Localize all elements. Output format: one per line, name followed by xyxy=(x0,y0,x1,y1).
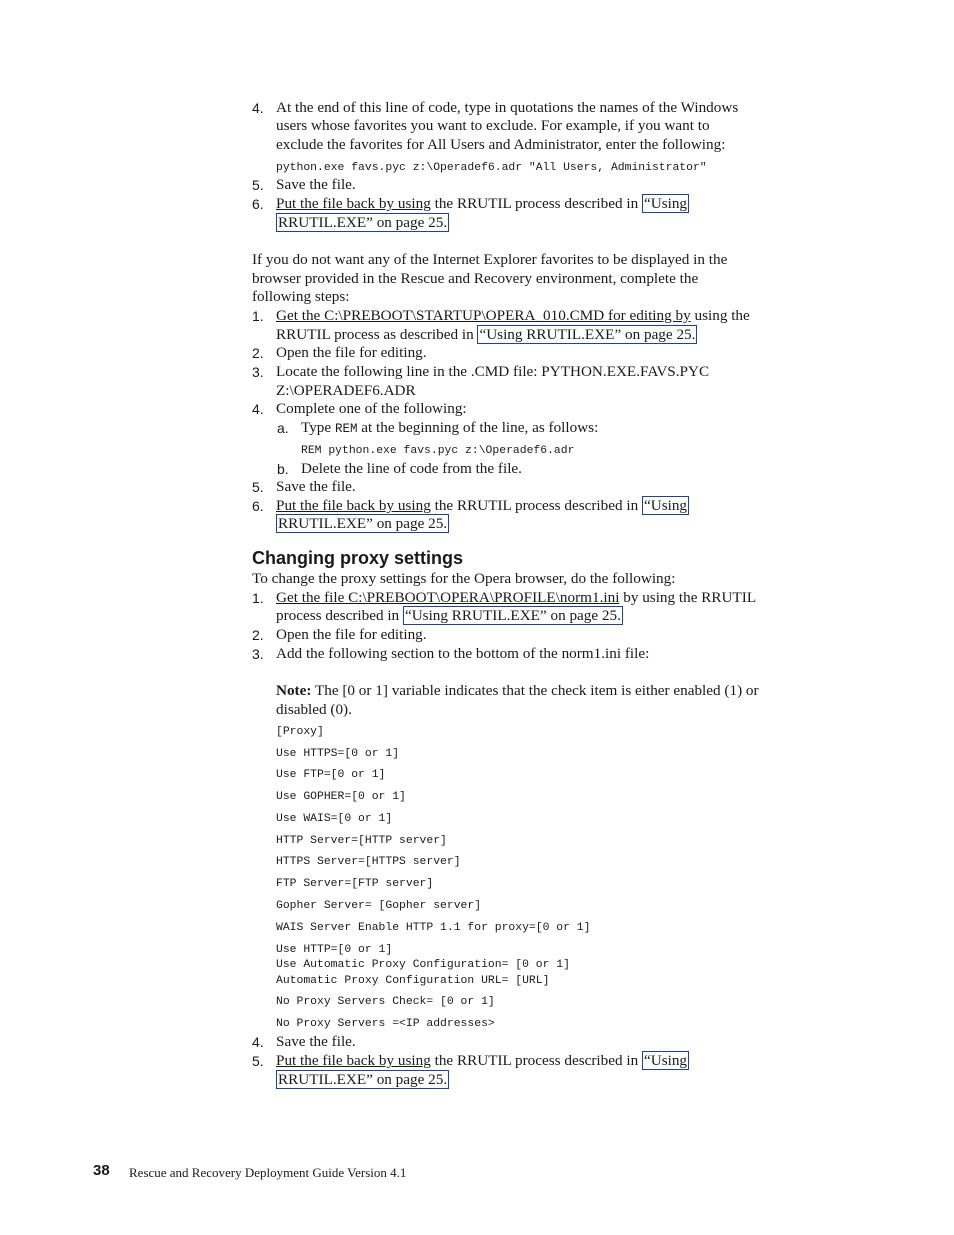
code-line: Use FTP=[0 or 1] xyxy=(276,769,386,781)
list-number: 5. xyxy=(252,1053,264,1069)
code-line: No Proxy Servers =<IP addresses> xyxy=(276,1018,495,1030)
step-text-rest: at the beginning of the line, as follows: xyxy=(357,419,599,436)
code-line: Automatic Proxy Configuration URL= [URL] xyxy=(276,975,550,987)
step-text xyxy=(276,326,697,344)
code-line: Use GOPHER=[0 or 1] xyxy=(276,791,406,803)
footer-title: Rescue and Recovery Deployment Guide Version 4.1 xyxy=(129,1165,407,1180)
step-text: Save the file. xyxy=(276,1033,356,1050)
step-text xyxy=(276,1071,449,1089)
step-text-rest: by using the RRUTIL xyxy=(619,589,757,606)
step-text-rest: the RRUTIL process described in xyxy=(430,497,642,514)
step-text xyxy=(276,214,449,232)
code-line: Use HTTPS=[0 or 1] xyxy=(276,748,400,760)
note-label: Note: xyxy=(276,682,312,699)
code-line: Use WAIS=[0 or 1] xyxy=(276,813,393,825)
list-number: 2. xyxy=(252,345,264,361)
underlined-text: Put the file back by using xyxy=(276,1052,431,1069)
list-number: 4. xyxy=(252,1034,264,1050)
cross-reference-link[interactable]: “Using xyxy=(643,195,688,212)
code-example: REM python.exe favs.pyc z:\Operadef6.adr xyxy=(301,445,575,457)
step-text xyxy=(276,195,689,213)
step-text-rest: Type xyxy=(301,419,335,436)
step-text xyxy=(276,515,449,533)
step-text: At the end of this line of code, type in quotations the names of the Windows xyxy=(276,99,739,116)
note xyxy=(276,682,759,700)
step-text: Locate the following line in the .CMD file: PYTHON.EXE.FAVS.PYC xyxy=(276,363,710,380)
list-number: 1. xyxy=(252,590,264,606)
step-text xyxy=(276,497,689,515)
code-line: HTTP Server=[HTTP server] xyxy=(276,835,447,847)
underlined-text: Put the file back by using xyxy=(276,497,431,514)
code-line: Gopher Server= [Gopher server] xyxy=(276,900,482,912)
underlined-text: Put the file back by using xyxy=(276,195,431,212)
cross-reference-link[interactable]: “Using xyxy=(643,1052,688,1069)
step-text: Open the file for editing. xyxy=(276,344,427,361)
paragraph-line: browser provided in the Rescue and Recovery environment, complete the xyxy=(252,270,699,287)
step-text xyxy=(301,419,598,438)
code-line: WAIS Server Enable HTTP 1.1 for proxy=[0 or 1] xyxy=(276,922,591,934)
step-text: Z:\OPERADEF6.ADR xyxy=(276,382,416,399)
list-number: 3. xyxy=(252,646,264,662)
step-text: users whose favorites you want to exclude. For example, if you want to xyxy=(276,117,710,134)
list-number: 6. xyxy=(252,196,264,212)
paragraph-line: following steps: xyxy=(252,288,350,305)
code-line: No Proxy Servers Check= [0 or 1] xyxy=(276,996,495,1008)
paragraph-line: If you do not want any of the Internet Explorer favorites to be displayed in the xyxy=(252,251,728,268)
code-line: [Proxy] xyxy=(276,726,324,738)
code-example: python.exe favs.pyc z:\Operadef6.adr "All Users, Administrator" xyxy=(276,162,707,174)
page-number: 38 xyxy=(93,1162,110,1179)
step-text-rest: the RRUTIL process described in xyxy=(430,195,642,212)
paragraph-line: To change the proxy settings for the Opera browser, do the following: xyxy=(252,570,676,587)
step-text: Open the file for editing. xyxy=(276,626,427,643)
step-text: Complete one of the following: xyxy=(276,400,467,417)
code-line: HTTPS Server=[HTTPS server] xyxy=(276,856,461,868)
step-text xyxy=(276,607,623,625)
cross-reference-link[interactable]: RRUTIL.EXE” on page 25. xyxy=(278,515,448,532)
note-text: disabled (0). xyxy=(276,701,352,718)
list-number: 5. xyxy=(252,479,264,495)
step-text: Add the following section to the bottom of the norm1.ini file: xyxy=(276,645,650,662)
sub-list-letter: a. xyxy=(277,420,289,436)
code-line: Use Automatic Proxy Configuration= [0 or 1] xyxy=(276,959,570,971)
step-text: Save the file. xyxy=(276,176,356,193)
list-number: 3. xyxy=(252,364,264,380)
step-text-rest: process described in xyxy=(276,607,403,624)
step-text xyxy=(276,307,750,325)
list-number: 4. xyxy=(252,100,264,116)
step-text: Delete the line of code from the file. xyxy=(301,460,522,477)
cross-reference-link[interactable]: “Using RRUTIL.EXE” on page 25. xyxy=(479,326,696,343)
underlined-text: Get the file C:\PREBOOT\OPERA\PROFILE\norm1.ini xyxy=(276,589,620,606)
inline-code: REM xyxy=(334,422,358,436)
code-line: FTP Server=[FTP server] xyxy=(276,878,434,890)
step-text: Save the file. xyxy=(276,478,356,495)
step-text-rest: RRUTIL process as described in xyxy=(276,326,478,343)
section-heading: Changing proxy settings xyxy=(252,548,464,568)
step-text-rest: using the xyxy=(690,307,750,324)
step-text xyxy=(276,589,756,607)
cross-reference-link[interactable]: RRUTIL.EXE” on page 25. xyxy=(278,1071,448,1088)
list-number: 2. xyxy=(252,627,264,643)
step-text: exclude the favorites for All Users and Administrator, enter the following: xyxy=(276,136,726,153)
sub-list-letter: b. xyxy=(277,461,289,477)
cross-reference-link[interactable]: “Using RRUTIL.EXE” on page 25. xyxy=(404,607,621,624)
list-number: 5. xyxy=(252,177,264,193)
step-text xyxy=(276,1052,689,1070)
cross-reference-link[interactable]: RRUTIL.EXE” on page 25. xyxy=(278,214,448,231)
code-line: Use HTTP=[0 or 1] xyxy=(276,944,393,956)
list-number: 6. xyxy=(252,498,264,514)
list-number: 4. xyxy=(252,401,264,417)
cross-reference-link[interactable]: “Using xyxy=(643,497,688,514)
underlined-text: Get the C:\PREBOOT\STARTUP\OPERA_010.CMD for editing by xyxy=(276,307,691,324)
step-text-rest: the RRUTIL process described in xyxy=(430,1052,642,1069)
note-text: The [0 or 1] variable indicates that the check item is either enabled (1) or xyxy=(311,682,759,699)
list-number: 1. xyxy=(252,308,264,324)
